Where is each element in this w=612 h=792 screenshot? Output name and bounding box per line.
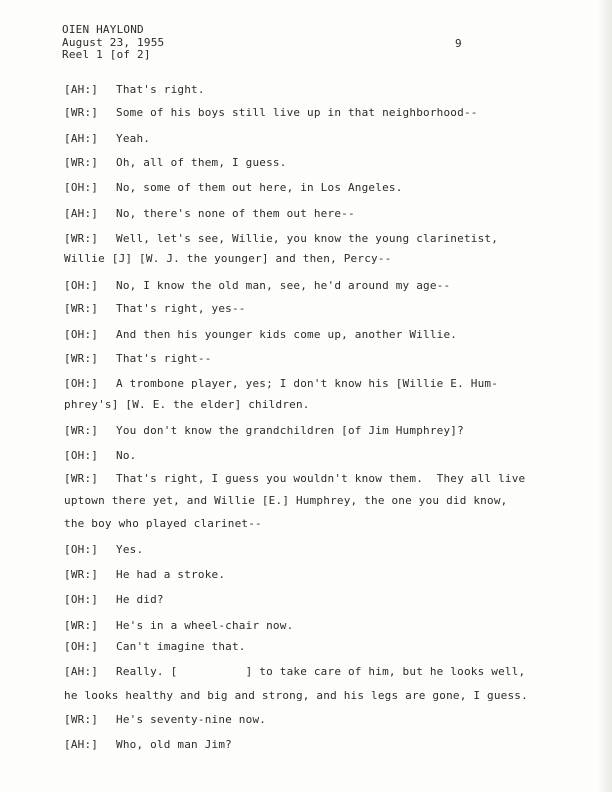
line-text: He's seventy-nine now. xyxy=(116,713,267,726)
speaker-label: [WR:] xyxy=(64,156,99,169)
speaker-label: [OH:] xyxy=(64,328,99,341)
transcript-line xyxy=(64,279,450,292)
speaker-label: [OH:] xyxy=(64,640,99,653)
line-text: uptown there yet, and Willie [E.] Humphrey, the one you did know, xyxy=(64,494,508,507)
transcript-line xyxy=(64,424,464,437)
transcript-line xyxy=(64,252,391,265)
line-text: That's right. xyxy=(116,83,205,96)
transcript-line xyxy=(64,207,355,220)
speaker-label: [AH:] xyxy=(64,132,99,145)
line-text: Oh, all of them, I guess. xyxy=(116,156,287,169)
speaker-label: [WR:] xyxy=(64,424,99,437)
line-text: He did? xyxy=(116,593,164,606)
line-text: No, I know the old man, see, he'd around my age-- xyxy=(116,279,451,292)
transcript-line xyxy=(64,640,246,653)
line-text: Some of his boys still live up in that neighborhood-- xyxy=(116,106,478,119)
transcript-line xyxy=(64,302,246,315)
line-text: He's in a wheel-chair now. xyxy=(116,619,294,632)
line-text: No, some of them out here, in Los Angeles. xyxy=(116,181,403,194)
speaker-label: [AH:] xyxy=(64,665,99,678)
interview-date: August 23, 1955 xyxy=(62,35,165,49)
line-text: No. xyxy=(116,449,137,462)
transcript-line xyxy=(64,568,225,581)
line-text: And then his younger kids come up, another Willie. xyxy=(116,328,458,341)
transcript-line xyxy=(64,449,136,462)
speaker-label: [AH:] xyxy=(64,207,99,220)
line-text: You don't know the grandchildren [of Jim Humphrey]? xyxy=(116,424,464,437)
interviewee-name: OIEN HAYLOND xyxy=(62,23,144,36)
line-text: That's right, I guess you wouldn't know them. They all live xyxy=(116,472,526,485)
line-text: A trombone player, yes; I don't know his [Willie E. Hum- xyxy=(116,377,499,390)
page-number: 9 xyxy=(455,37,462,50)
speaker-label: [OH:] xyxy=(64,593,99,606)
speaker-label: [WR:] xyxy=(64,472,99,485)
page-header xyxy=(62,24,164,62)
speaker-label: [AH:] xyxy=(64,83,99,96)
speaker-label: [OH:] xyxy=(64,377,99,390)
line-text: Who, old man Jim? xyxy=(116,738,232,751)
transcript-line xyxy=(64,593,164,606)
transcript-line xyxy=(64,543,143,556)
reel-label: Reel 1 [of 2] xyxy=(62,48,151,61)
transcript-line xyxy=(64,665,525,678)
transcript-line xyxy=(64,232,498,245)
line-text: Willie [J] [W. J. the younger] and then, Percy-- xyxy=(64,252,392,265)
line-text: That's right, yes-- xyxy=(116,302,246,315)
transcript-line xyxy=(64,328,457,341)
speaker-label: [OH:] xyxy=(64,279,99,292)
line-text: Yeah. xyxy=(116,132,151,145)
transcript-line xyxy=(64,472,525,485)
line-text: he looks healthy and big and strong, and his legs are gone, I guess. xyxy=(64,689,528,702)
speaker-label: [WR:] xyxy=(64,619,99,632)
line-text: Well, let's see, Willie, you know the young clarinetist, xyxy=(116,232,499,245)
line-text: That's right-- xyxy=(116,352,212,365)
speaker-label: [OH:] xyxy=(64,449,99,462)
transcript-line xyxy=(64,713,266,726)
transcript-line xyxy=(64,398,310,411)
speaker-label: [OH:] xyxy=(64,543,99,556)
transcript-line xyxy=(64,132,150,145)
transcript-line xyxy=(64,738,232,751)
speaker-label: [WR:] xyxy=(64,302,99,315)
speaker-label: [WR:] xyxy=(64,713,99,726)
line-text: Yes. xyxy=(116,543,144,556)
speaker-label: [WR:] xyxy=(64,352,99,365)
transcript-line xyxy=(64,517,262,530)
line-text: No, there's none of them out here-- xyxy=(116,207,355,220)
line-text: He had a stroke. xyxy=(116,568,226,581)
line-text: phrey's] [W. E. the elder] children. xyxy=(64,398,310,411)
transcript-line xyxy=(64,83,205,96)
speaker-label: [AH:] xyxy=(64,738,99,751)
transcript-line xyxy=(64,106,478,119)
transcript-line xyxy=(64,619,293,632)
line-text: Can't imagine that. xyxy=(116,640,246,653)
speaker-label: [OH:] xyxy=(64,181,99,194)
transcript-line xyxy=(64,181,403,194)
speaker-label: [WR:] xyxy=(64,568,99,581)
transcript-line xyxy=(64,377,498,390)
transcript-line xyxy=(64,352,212,365)
speaker-label: [WR:] xyxy=(64,232,99,245)
transcript-line xyxy=(64,156,287,169)
transcript-line xyxy=(64,689,528,702)
line-text: Really. [ ] to take care of him, but he looks well, xyxy=(116,665,526,678)
transcript-line xyxy=(64,494,507,507)
speaker-label: [WR:] xyxy=(64,106,99,119)
line-text: the boy who played clarinet-- xyxy=(64,517,262,530)
page-edge-shadow xyxy=(598,0,612,792)
